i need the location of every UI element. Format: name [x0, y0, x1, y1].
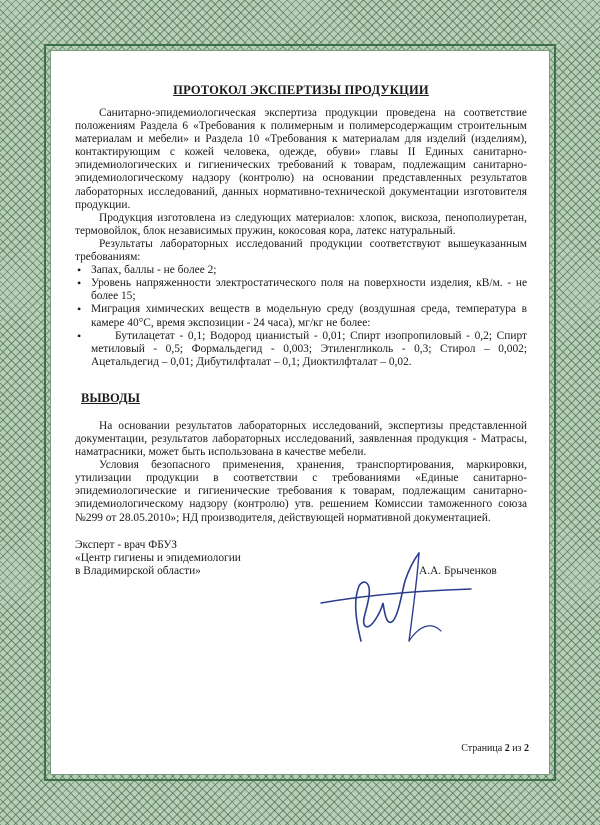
- migration-list: [75, 330, 527, 369]
- expert-organization: «Центр гигиены и эпидемиологии: [75, 551, 241, 564]
- expert-region: в Владимирской области»: [75, 564, 201, 577]
- list-item: • Миграция химических веществ в модельную среду (воздушная среда, температура в камере 40°С, время экспозиции - 24 часа), мг/кг не более:: [91, 303, 527, 329]
- document-body: [50, 50, 550, 775]
- requirements-list: [75, 264, 527, 329]
- handwritten-signature: [301, 541, 481, 651]
- intro-paragraph: Санитарно-эпидемиологическая экспертиза продукции проведена на соответствие положениям Раздела 6 «Требования к полимерным и полимерсодержащим строительным материалам и мебели» и Раздела 10 «Требования к материалам для изделий (изделиям), контактирующим с кожей человека, одежде, обуви» главы II Единых санитарно-эпидемиологических и гигиенических требований к товарам, подлежащим санитарно-эпидемиологическому надзору (контролю) на основании представленных результатов лабораторных исследований, данных нормативно-технической документации изготовителя продукции.: [75, 107, 527, 211]
- results-intro-paragraph: Результаты лабораторных исследований продукции соответствуют вышеуказанным требованиям:: [75, 237, 527, 264]
- page-number: Страница 2 из 2: [461, 743, 529, 754]
- conclusion-paragraph-1: На основании результатов лабораторных исследований, экспертизы представленной документации, результатов лабораторных исследований, заявленная продукция - Матрасы, наматрасники, может быть использована в качестве мебели.: [75, 419, 527, 459]
- expert-title: Эксперт - врач ФБУЗ: [75, 538, 177, 551]
- expert-name: А.А. Брыченков: [419, 564, 497, 577]
- list-item: • Уровень напряженности электростатического поля на поверхности изделия, кВ/м. - не более 15;: [91, 277, 527, 303]
- conclusion-paragraph-2: Условия безопасного применения, хранения, транспортирования, маркировки, утилизации продукции в соответствии с требованиями «Единые санитарно-эпидемиологические и гигиенические требования к товарам, подлежащим санитарно-эпидемиологическому надзору (контролю) утв. решением Комиссии таможенного союза №299 от 28.05.2010»; НД производителя, действующей нормативной документацией.: [75, 459, 527, 524]
- list-item: • Запах, баллы - не более 2;: [91, 264, 527, 277]
- migration-values: • Бутилацетат - 0,1; Водород цианистый - 0,01; Спирт изопропиловый - 0,2; Спирт метиловый - 0,5; Формальдегид - 0,003; Этиленгликоль - 0,3; Стирол – 0,002; Ацетальдегид – 0,01; Дибутилфталат – 0,1; Диоктилфталат – 0,02.: [91, 330, 527, 369]
- materials-paragraph: Продукция изготовлена из следующих материалов: хлопок, вискоза, пенополиуретан, термовойлок, блок независимых пружин, кокосовая кора, латекс натуральный.: [75, 211, 527, 237]
- conclusions-heading: ВЫВОДЫ: [81, 390, 140, 405]
- document-title: ПРОТОКОЛ ЭКСПЕРТИЗЫ ПРОДУКЦИИ: [173, 83, 429, 97]
